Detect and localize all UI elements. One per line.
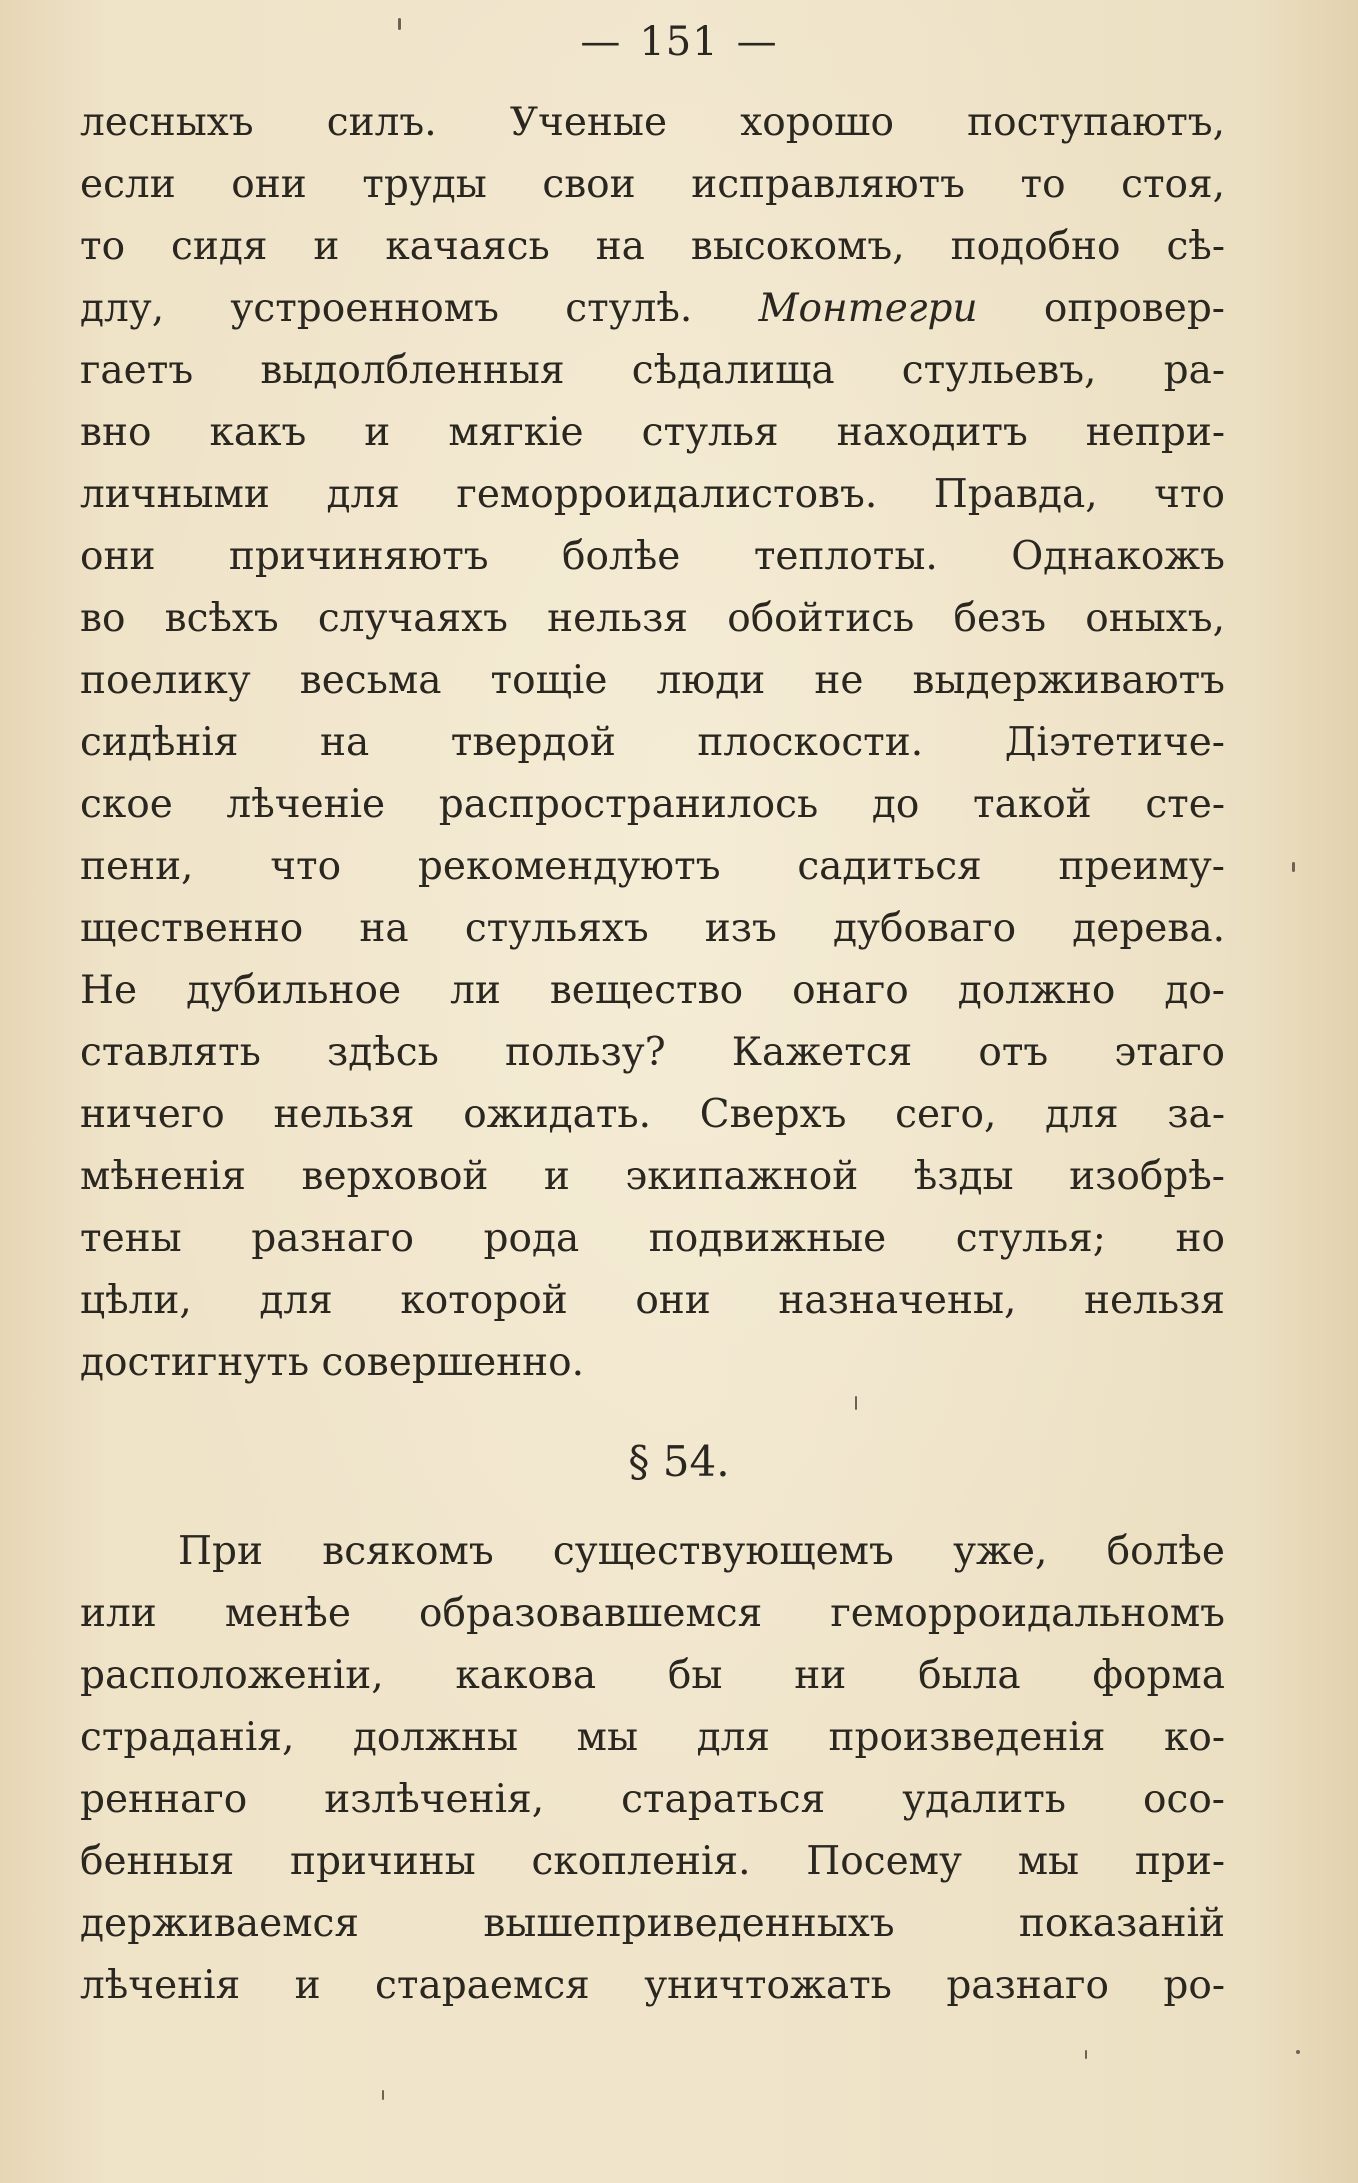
paper-speck — [855, 1396, 857, 1410]
text-line: сидѣнія на твердой плоскости. Діэтетиче- — [80, 720, 1225, 765]
text-line: ское лѣченіе распространилось до такой сте- — [80, 782, 1225, 827]
text-line: лѣченія и стараемся уничтожать разнаго ро- — [80, 1963, 1225, 2008]
text-line: держиваемся вышеприведенныхъ показаній — [80, 1901, 1225, 1946]
text-line: или менѣе образовавшемся геморроидальномъ — [80, 1591, 1225, 1636]
text-line: личными для геморроидалистовъ. Правда, что — [80, 472, 1225, 517]
text-line: тены разнаго рода подвижные стулья; но — [80, 1216, 1225, 1261]
text-line: пени, что рекомендуютъ садиться преиму- — [80, 844, 1225, 889]
paper-speck — [398, 18, 401, 30]
text-line: то сидя и качаясь на высокомъ, подобно сѣ- — [80, 224, 1225, 269]
page-number-header — [0, 14, 1358, 70]
dash-left: — — [580, 19, 622, 65]
text-line: они причиняютъ болѣе теплоты. Однакожъ — [80, 534, 1225, 579]
paper-speck — [1085, 2050, 1087, 2059]
author-name-italic: Монтегри — [758, 286, 978, 331]
paragraph-section-54 — [80, 1521, 1225, 2017]
text-line: вно какъ и мягкіе стулья находитъ непри- — [80, 410, 1225, 455]
text-line: достигнуть совершенно. — [80, 1340, 585, 1385]
text-line: поелику весьма тощіе люди не выдерживаютъ — [80, 658, 1225, 703]
text-line: бенныя причины скопленія. Посему мы при- — [80, 1839, 1225, 1884]
text-line: цѣли, для которой они назначены, нельзя — [80, 1278, 1225, 1323]
text-line: гаетъ выдолбленныя сѣдалища стульевъ, ра- — [80, 348, 1225, 393]
text-line: расположеніи, какова бы ни была форма — [80, 1653, 1225, 1698]
paper-speck — [1296, 2050, 1300, 2054]
paper-speck — [382, 2090, 384, 2100]
paper-speck — [1292, 862, 1295, 872]
text-line: При всякомъ существующемъ уже, болѣе — [178, 1529, 1225, 1574]
text-segment: опровер- — [1043, 286, 1225, 331]
text-line: во всѣхъ случаяхъ нельзя обойтись безъ оныхъ, — [80, 596, 1225, 641]
text-line: если они труды свои исправляютъ то стоя, — [80, 162, 1225, 207]
section-heading: § 54. — [628, 1437, 730, 1486]
paragraph-continued — [80, 92, 1225, 1394]
text-line: ставлять здѣсь пользу? Кажется отъ этаго — [80, 1030, 1225, 1075]
text-segment: длу, устроенномъ стулѣ. — [80, 286, 693, 331]
page-number: 151 — [639, 19, 719, 65]
text-line: ничего нельзя ожидать. Сверхъ сего, для за- — [80, 1092, 1225, 1137]
text-line: страданія, должны мы для произведенія ко- — [80, 1715, 1225, 1760]
dash-right: — — [736, 19, 778, 65]
text-line-with-author — [80, 278, 1225, 340]
text-line: реннаго излѣченія, стараться удалить осо- — [80, 1777, 1225, 1822]
text-line: щественно на стульяхъ изъ дубоваго дерева. — [80, 906, 1225, 951]
text-line: мѣненія верховой и экипажной ѣзды изобрѣ- — [80, 1154, 1225, 1199]
text-line: Не дубильное ли вещество онаго должно до- — [80, 968, 1225, 1013]
text-line: лесныхъ силъ. Ученые хорошо поступаютъ, — [80, 100, 1225, 145]
